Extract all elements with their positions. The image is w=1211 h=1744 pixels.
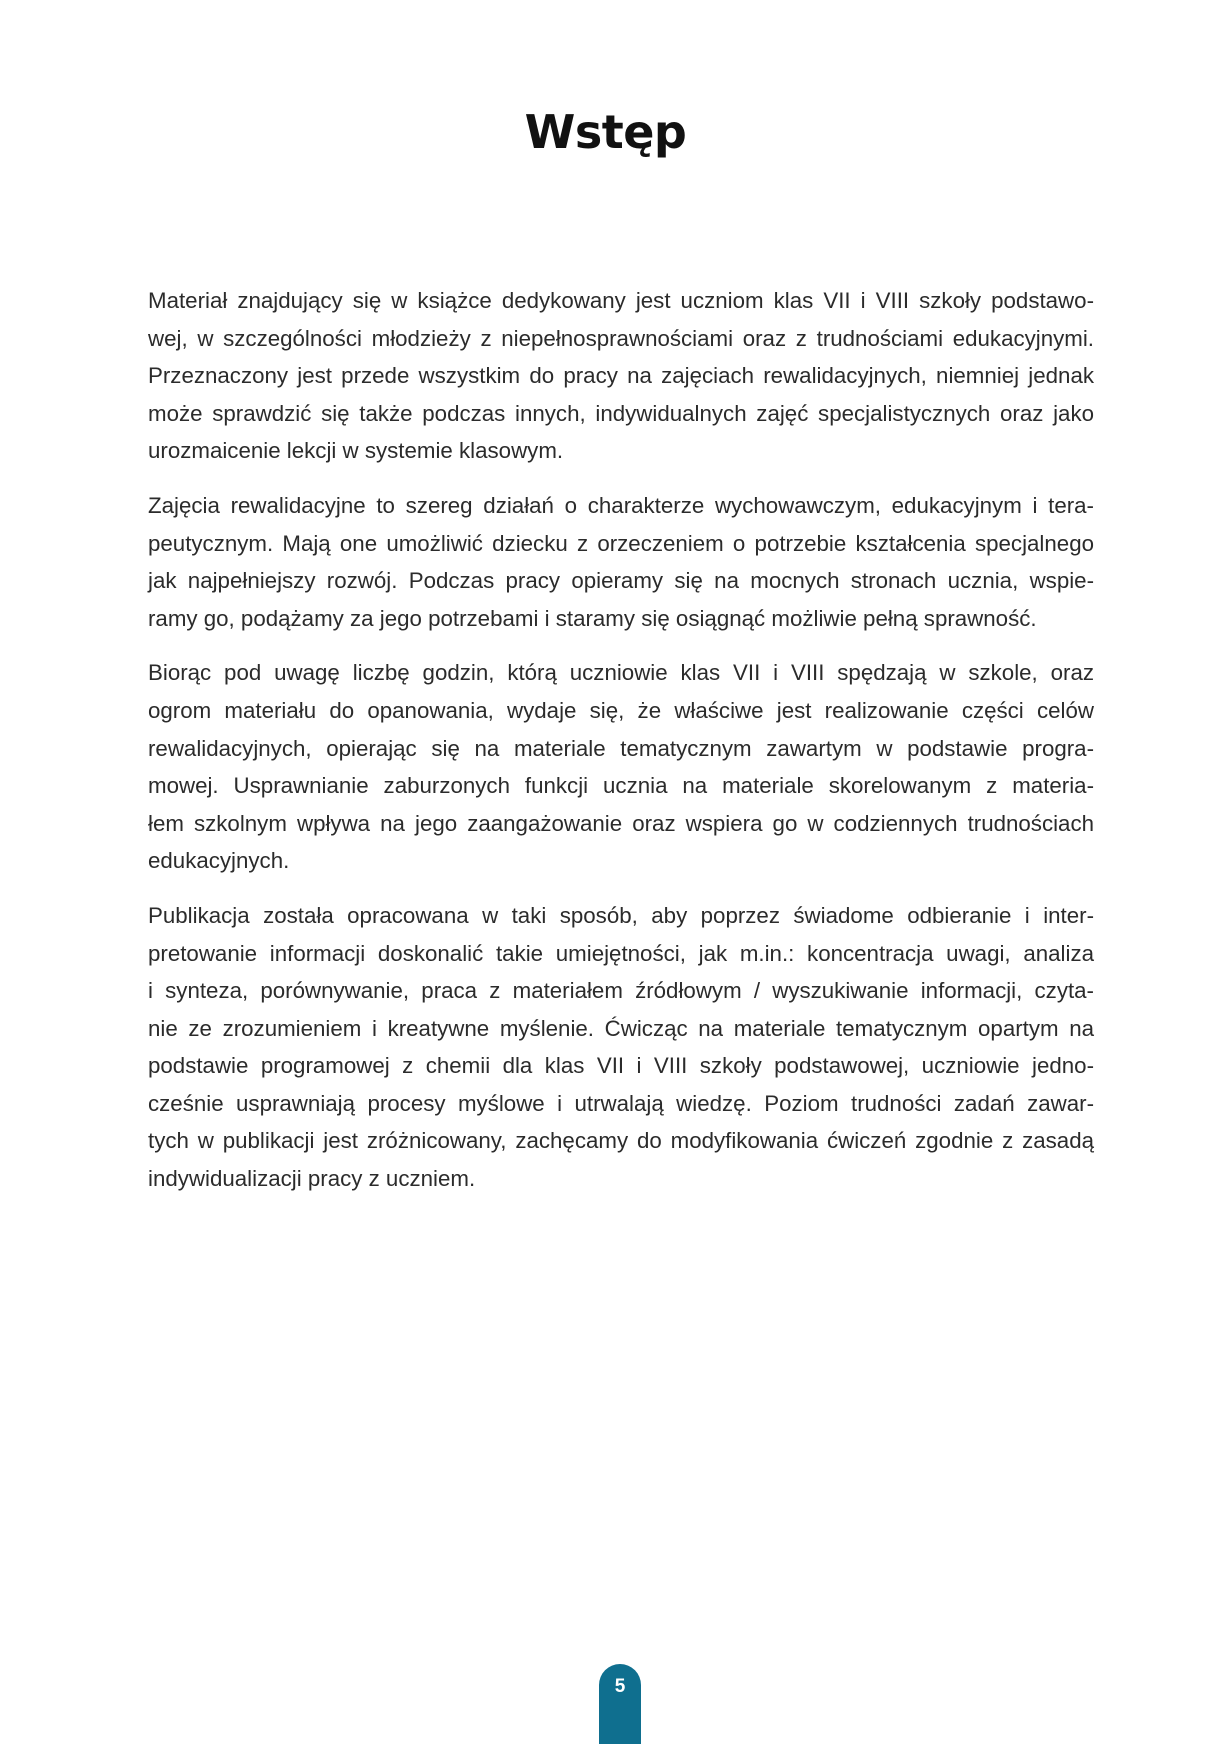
paragraph-intro <box>148 282 1094 470</box>
text-line: indywidualizacji pracy z uczniem. <box>148 1166 476 1192</box>
text-line: nie ze zrozumieniem i kreatywne myślenie. Ćwicząc na materiale tematycznym opartym na <box>148 1015 1094 1041</box>
text-line: Przeznaczony jest przede wszystkim do pracy na zajęciach rewalidacyjnych, niemniej jednak <box>148 363 1094 389</box>
text-line: Publikacja została opracowana w taki sposób, aby poprzez świadome odbieranie i inter- <box>148 902 1094 928</box>
text-line: pretowanie informacji doskonalić takie umiejętności, jak m.in.: koncentracja uwagi, analiza <box>148 940 1094 966</box>
text-line: Materiał znajdujący się w książce dedykowany jest uczniom klas VII i VIII szkoły podstawo- <box>148 288 1094 313</box>
text-line: Zajęcia rewalidacyjne to szereg działań o charakterze wychowawczym, edukacyjnym i tera- <box>148 492 1094 518</box>
page-number-tab <box>599 1664 641 1744</box>
text-line: rewalidacyjnych, opierając się na materiale tematycznym zawartym w podstawie progra- <box>148 735 1094 761</box>
text-line: urozmaicenie lekcji w systemie klasowym. <box>148 438 564 464</box>
text-line: może sprawdzić się także podczas innych, indywidualnych zajęć specjalistycznych oraz jako <box>148 400 1094 426</box>
text-line: cześnie usprawniają procesy myślowe i utrwalają wiedzę. Poziom trudności zadań zawar- <box>148 1090 1094 1116</box>
paragraph-rewalidacja <box>148 487 1094 637</box>
text-line: ramy go, podążamy za jego potrzebami i staramy się osiągnąć możliwie pełną sprawność. <box>148 605 1037 631</box>
paragraph-godziny <box>148 654 1094 880</box>
text-line: peutycznym. Mają one umożliwić dziecku z orzeczeniem o potrzebie kształcenia specjalnego <box>148 530 1094 556</box>
text-line: tych w publikacji jest zróżnicowany, zachęcamy do modyfikowania ćwiczeń zgodnie z zasadą <box>148 1128 1094 1154</box>
text-line: mowej. Usprawnianie zaburzonych funkcji ucznia na materiale skorelowanym z materia- <box>148 773 1094 799</box>
page-number: 5 <box>614 1676 626 1697</box>
text-line: edukacyjnych. <box>148 848 290 874</box>
text-line: ogrom materiału do opanowania, wydaje się, że właściwe jest realizowanie części celów <box>148 697 1094 723</box>
text-line: jak najpełniejszy rozwój. Podczas pracy opieramy się na mocnych stronach ucznia, wspie- <box>148 568 1094 594</box>
text-line: Biorąc pod uwagę liczbę godzin, którą uczniowie klas VII i VIII spędzają w szkole, oraz <box>148 660 1094 686</box>
text-line: łem szkolnym wpływa na jego zaangażowanie oraz wspiera go w codziennych trudnościach <box>148 810 1094 836</box>
paragraph-publikacja <box>148 897 1094 1198</box>
page-title: Wstęp <box>524 105 687 159</box>
text-line: podstawie programowej z chemii dla klas VII i VIII szkoły podstawowej, uczniowie jedno- <box>148 1053 1094 1079</box>
text-line: i synteza, porównywanie, praca z materiałem źródłowym / wyszukiwanie informacji, czyta- <box>148 978 1094 1004</box>
text-line: wej, w szczególności młodzieży z niepełnosprawnościami oraz z trudnościami edukacyjnymi. <box>148 325 1094 351</box>
body-text <box>148 282 1094 1215</box>
